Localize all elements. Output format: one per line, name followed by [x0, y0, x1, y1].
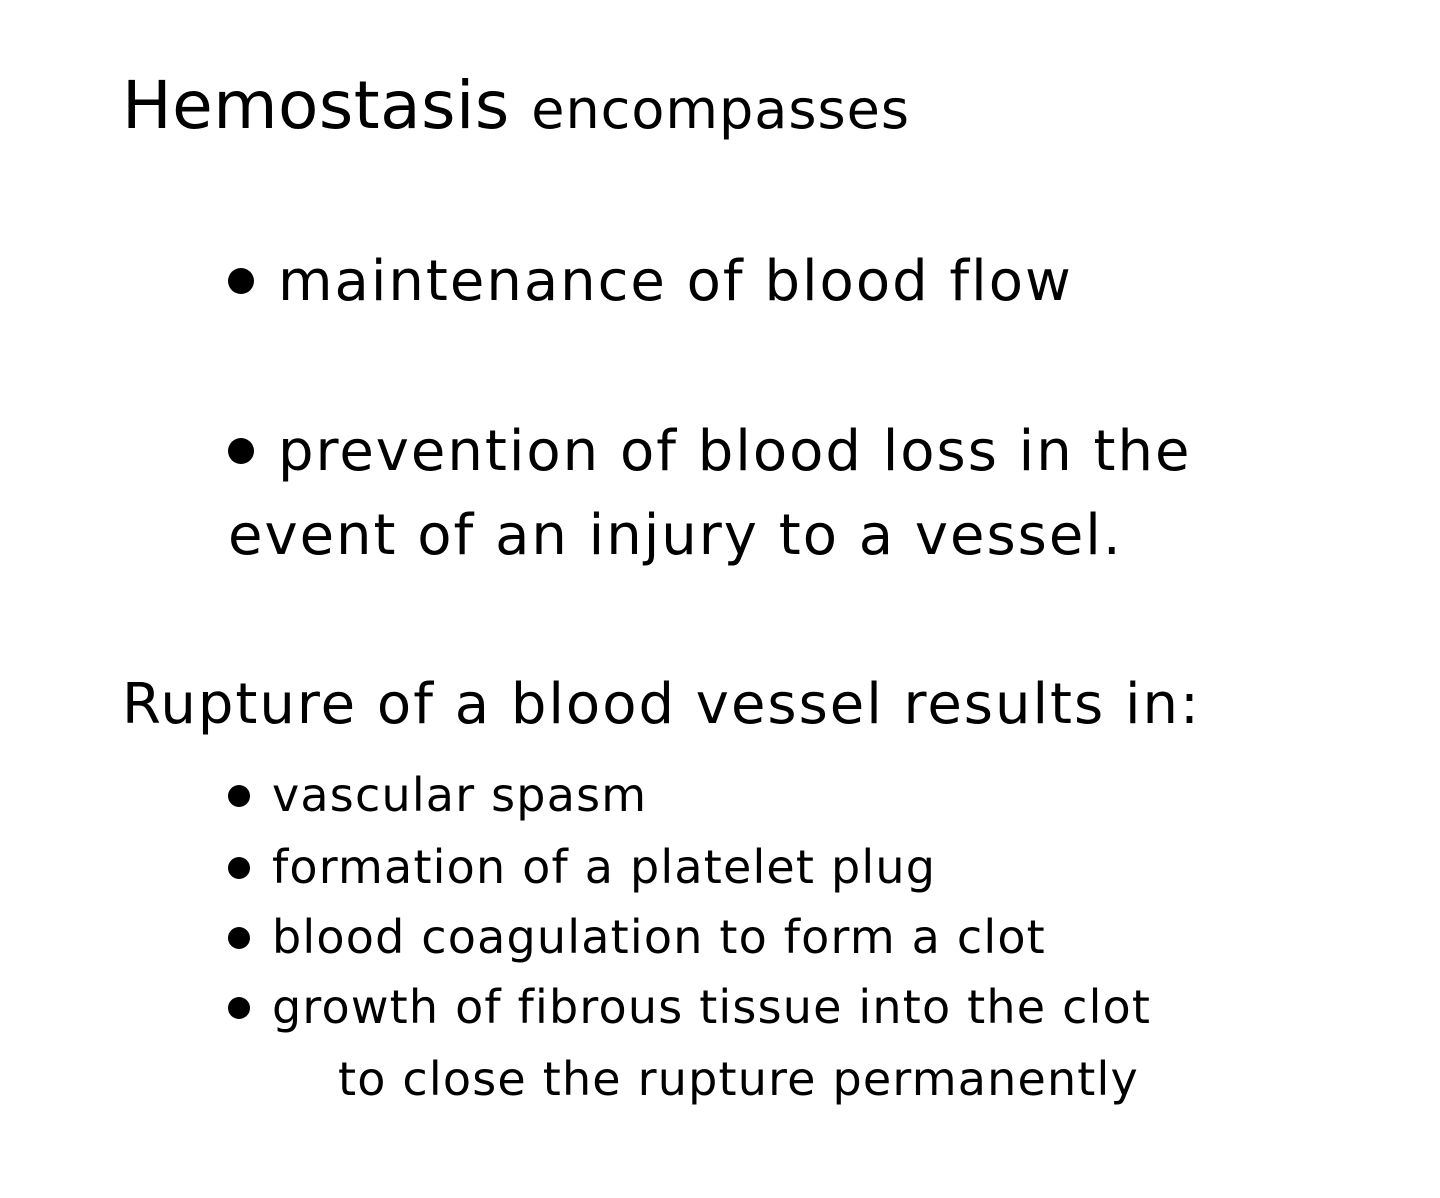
- list-item: prevention of blood loss in the: [228, 410, 1191, 494]
- bullet-icon: [228, 785, 250, 807]
- list-item: growth of fibrous tissue into the clot: [228, 972, 1151, 1042]
- list-item: vascular spasm: [228, 760, 647, 830]
- bullet-icon: [228, 268, 254, 294]
- list-item: maintenance of blood flow: [228, 240, 1073, 324]
- list-item-continuation: to close the rupture permanently: [338, 1052, 1139, 1106]
- slide-title: [122, 66, 910, 150]
- bullet-icon: [228, 857, 250, 879]
- bullet-icon: [228, 997, 250, 1019]
- title-rest: encompasses: [531, 78, 910, 141]
- title-main: Hemostasis: [122, 67, 510, 144]
- list-item: formation of a platelet plug: [228, 832, 936, 902]
- section-heading: Rupture of a blood vessel results in:: [122, 672, 1201, 737]
- list-item-continuation: event of an injury to a vessel.: [228, 503, 1123, 568]
- bullet-icon: [228, 438, 254, 464]
- list-item: blood coagulation to form a clot: [228, 902, 1046, 972]
- bullet-icon: [228, 927, 250, 949]
